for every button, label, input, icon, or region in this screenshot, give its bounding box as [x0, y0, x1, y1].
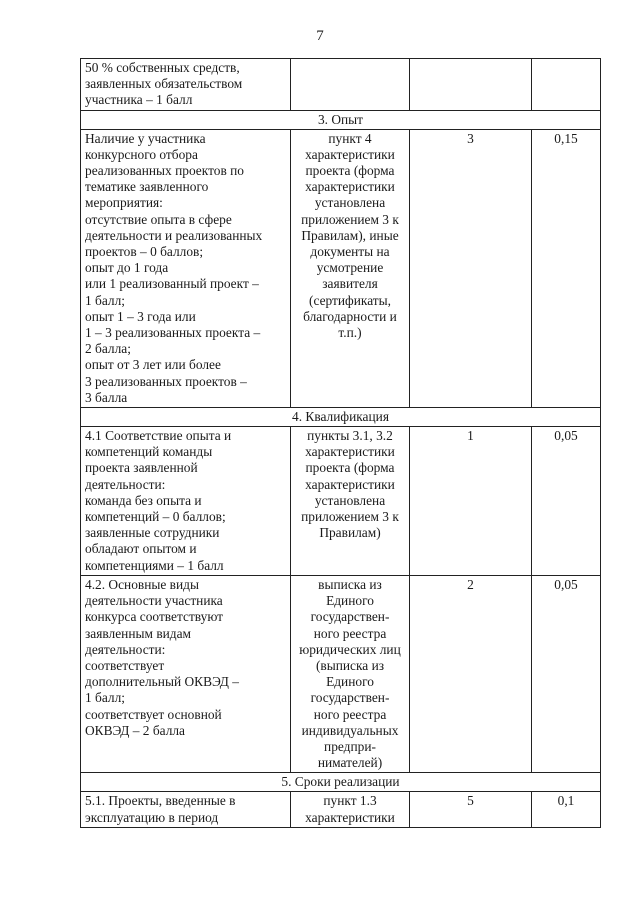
criterion-line: реализованных проектов по — [85, 163, 244, 179]
section-header-row — [81, 773, 601, 792]
source-line: государствен- — [310, 609, 390, 625]
criterion-line: соответствует основной — [85, 706, 222, 722]
criterion-cell — [81, 575, 291, 772]
criterion-line: деятельности: — [85, 476, 166, 492]
criterion-cell — [81, 59, 291, 111]
source-line: характеристики — [305, 179, 395, 195]
criterion-line: 1 – 3 реализованных проекта – — [85, 325, 261, 341]
weight-cell: 0,1 — [532, 792, 601, 827]
source-cell — [291, 427, 410, 576]
source-line: ного реестра — [313, 625, 387, 641]
criterion-line: 3 балла — [85, 389, 128, 405]
criterion-line: дополнительный ОКВЭД – — [85, 674, 239, 690]
source-line: установлена — [314, 492, 386, 508]
criterion-line: деятельности участника — [85, 593, 223, 609]
source-line: (сертификаты, — [309, 292, 391, 308]
criterion-line: конкурса соответствуют — [85, 609, 224, 625]
criterion-line: заявленные сотрудники — [85, 525, 220, 541]
criterion-line: отсутствие опыта в сфере — [85, 211, 232, 227]
source-line: государствен- — [310, 690, 390, 706]
source-line: характеристики — [305, 146, 395, 162]
criterion-line: конкурсного отбора — [85, 146, 198, 162]
section-title: 3. Опыт — [81, 110, 601, 129]
source-line: приложением 3 к — [301, 211, 399, 227]
source-line: проекта (форма — [305, 163, 395, 179]
criteria-table — [80, 58, 601, 828]
criterion-line: 5.1. Проекты, введенные в — [85, 793, 236, 809]
table-row — [81, 575, 601, 772]
section-header-row — [81, 408, 601, 427]
source-line: (выписка из — [315, 657, 385, 673]
criterion-line: тематике заявленного — [85, 179, 209, 195]
criterion-line: 2 балла; — [85, 341, 131, 357]
source-line: предпри- — [324, 738, 376, 754]
criterion-line: участника – 1 балл — [85, 92, 193, 108]
source-line: индивидуальных — [301, 722, 399, 738]
source-line: характеристики — [305, 809, 395, 825]
criterion-cell — [81, 427, 291, 576]
criterion-line: компетенций – 0 баллов; — [85, 509, 226, 525]
section-header-row — [81, 110, 601, 129]
criterion-line: 1 балл; — [85, 292, 126, 308]
max-score-cell — [410, 59, 532, 111]
criterion-line: проекта заявленной — [85, 460, 198, 476]
criterion-line: эксплуатацию в период — [85, 809, 219, 825]
criterion-line: ОКВЭД – 2 балла — [85, 722, 185, 738]
source-line: благодарности и — [303, 308, 397, 324]
section-title: 5. Сроки реализации — [81, 773, 601, 792]
criterion-line: опыт до 1 года — [85, 260, 169, 276]
source-line: юридических лиц — [299, 641, 401, 657]
criterion-line: проектов – 0 баллов; — [85, 244, 204, 260]
max-score-cell: 3 — [410, 129, 532, 407]
criterion-line: соответствует — [85, 657, 165, 673]
criterion-line: компетенций команды — [85, 444, 213, 460]
source-line: документы на — [310, 244, 390, 260]
source-line: пункты 3.1, 3.2 — [307, 428, 393, 444]
weight-cell — [532, 59, 601, 111]
max-score-cell: 2 — [410, 575, 532, 772]
criterion-line: опыт от 3 лет или более — [85, 357, 221, 373]
source-line: т.п.) — [338, 325, 362, 341]
source-line: характеристики — [305, 444, 395, 460]
criterion-line: 4.1 Соответствие опыта и — [85, 428, 232, 444]
criterion-line: компетенциями – 1 балл — [85, 557, 224, 573]
criterion-line: заявленным видам — [85, 625, 192, 641]
source-line: Правилам), иные — [301, 227, 399, 243]
source-line: нимателей) — [317, 755, 383, 771]
page-number: 7 — [316, 28, 324, 44]
weight-cell: 0,15 — [532, 129, 601, 407]
criterion-line: Наличие у участника — [85, 130, 206, 146]
criterion-line: мероприятия: — [85, 195, 163, 211]
criterion-cell — [81, 792, 291, 827]
criterion-line: или 1 реализованный проект – — [85, 276, 259, 292]
criterion-line: опыт 1 – 3 года или — [85, 308, 196, 324]
weight-cell: 0,05 — [532, 427, 601, 576]
criterion-line: деятельности и реализованных — [85, 227, 263, 243]
source-line: Правилам) — [319, 525, 381, 541]
table-row — [81, 129, 601, 407]
criterion-line: заявленных обязательством — [85, 76, 243, 92]
table-row — [81, 792, 601, 827]
source-line: заявителя — [322, 276, 378, 292]
source-line: приложением 3 к — [301, 509, 399, 525]
source-cell — [291, 129, 410, 407]
max-score-cell: 5 — [410, 792, 532, 827]
criterion-line: команда без опыта и — [85, 492, 202, 508]
criterion-line: 4.2. Основные виды — [85, 576, 199, 592]
source-line: ного реестра — [313, 706, 387, 722]
criterion-line: деятельности: — [85, 641, 166, 657]
criterion-line: 3 реализованных проектов – — [85, 373, 247, 389]
criterion-cell — [81, 129, 291, 407]
source-cell — [291, 792, 410, 827]
source-cell — [291, 59, 410, 111]
max-score-cell: 1 — [410, 427, 532, 576]
criteria-table-body — [81, 59, 601, 828]
source-line: установлена — [314, 195, 386, 211]
section-title: 4. Квалификация — [81, 408, 601, 427]
source-line: характеристики — [305, 476, 395, 492]
source-line: пункт 4 — [328, 130, 372, 146]
source-line: Единого — [326, 593, 374, 609]
source-line: проекта (форма — [305, 460, 395, 476]
criterion-line: 1 балл; — [85, 690, 126, 706]
criterion-line: 50 % собственных средств, — [85, 60, 240, 75]
table-row — [81, 59, 601, 111]
source-line: усмотрение — [316, 260, 384, 276]
source-cell — [291, 575, 410, 772]
criterion-line: обладают опытом и — [85, 541, 197, 557]
weight-cell: 0,05 — [532, 575, 601, 772]
source-line: пункт 1.3 — [323, 793, 377, 809]
source-line: выписка из — [318, 576, 382, 592]
table-row — [81, 427, 601, 576]
source-line: Единого — [326, 674, 374, 690]
